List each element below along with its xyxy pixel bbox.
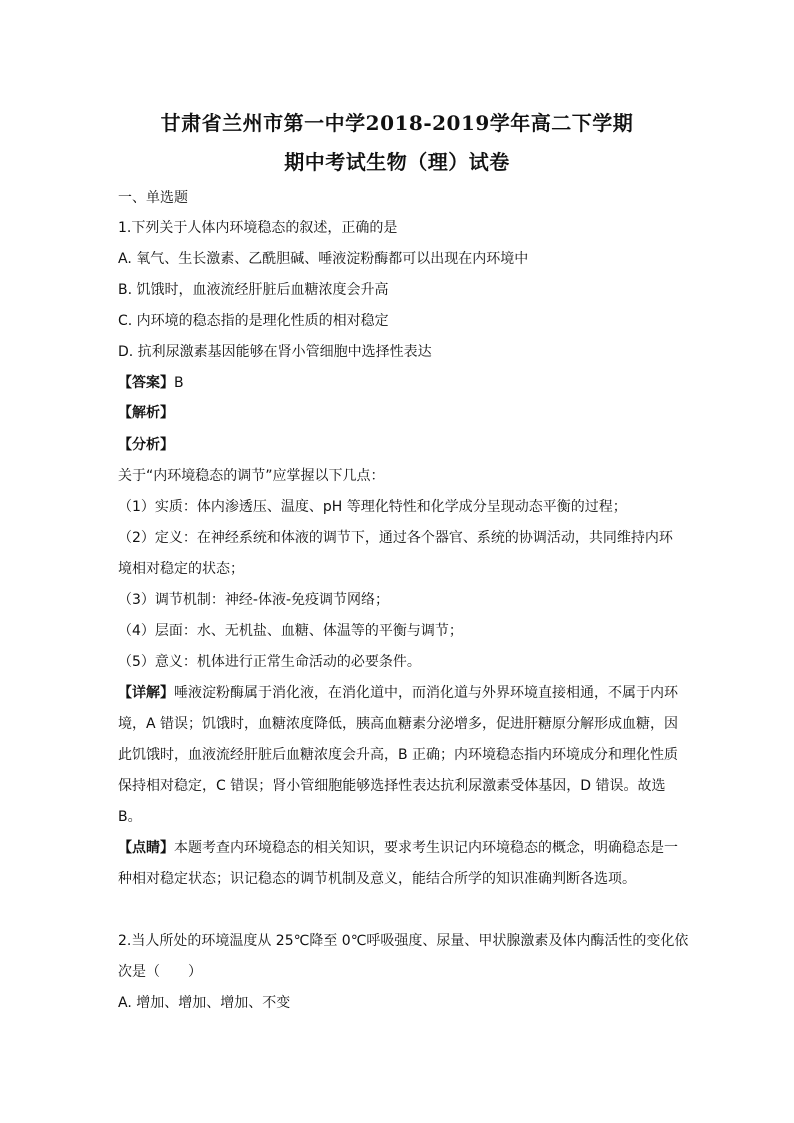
question-1-option-b: B. 饥饿时，血液流经肝脏后血糖浓度会升高 (118, 282, 389, 298)
question-1-option-d: D. 抗利尿激素基因能够在肾小管细胞中选择性表达 (118, 344, 432, 360)
analysis-line: （4）层面：水、无机盐、血糖、体温等的平衡与调节； (118, 623, 463, 639)
comment-label: 【点睛】 (118, 840, 174, 856)
analysis-line: （1）实质：体内渗透压、温度、pH 等理化特性和化学成分呈现动态平衡的过程； (118, 499, 627, 515)
document-title-line1: 甘肃省兰州市第一中学2018-2019学年高二下学期 (160, 111, 634, 135)
question-2-stem-cont: 次是（ ） (118, 964, 202, 980)
detail-line: 保持相对稳定，C 错误；肾小管细胞能够选择性表达抗利尿激素受体基因，D 错误。故选 (118, 778, 666, 794)
analysis-line: （5）意义：机体进行正常生命活动的必要条件。 (118, 654, 421, 670)
comment-line (118, 839, 678, 857)
detail-line: 此饥饿时，血液流经肝脏后血糖浓度会升高，B 正确；内环境稳态指内环境成分和理化性质 (118, 747, 679, 763)
detail-line: B。 (118, 809, 142, 825)
jiexi-label: 【解析】 (118, 405, 174, 421)
analysis-line: 关于“内环境稳态的调节”应掌握以下几点： (118, 468, 385, 484)
comment-line: 种相对稳定状态；识记稳态的调节机制及意义，能结合所学的知识准确判断各选项。 (118, 871, 636, 887)
question-1-stem: 1.下列关于人体内环境稳态的叙述，正确的是 (118, 220, 398, 236)
analysis-line: （3）调节机制：神经-体液-免疫调节网络； (118, 592, 390, 608)
detail-line (118, 684, 678, 702)
answer-value: B (174, 375, 184, 391)
answer-label: 【答案】 (118, 375, 174, 391)
detail-text: 唾液淀粉酶属于消化液，在消化道中，而消化道与外界环境直接相通，不属于内环 (174, 685, 678, 701)
detail-line: 境，A 错误；饥饿时，血糖浓度降低，胰高血糖素分泌增多，促进肝糖原分解形成血糖，因 (118, 716, 679, 732)
document-title-line2: 期中考试生物（理）试卷 (284, 150, 510, 174)
section-heading: 一、单选题 (118, 190, 188, 206)
question-2-stem: 2.当人所处的环境温度从 25℃降至 0℃呼吸强度、尿量、甲状腺激素及体内酶活性的变化依 (118, 933, 689, 949)
analysis-line: （2）定义：在神经系统和体液的调节下，通过各个器官、系统的协调活动，共同维持内环 (118, 530, 673, 546)
question-1-option-c: C. 内环境的稳态指的是理化性质的相对稳定 (118, 313, 389, 329)
fenxi-label: 【分析】 (118, 437, 174, 453)
answer-line (118, 374, 184, 392)
question-2-option-a: A. 增加、增加、增加、不变 (118, 995, 291, 1011)
detail-label: 【详解】 (118, 685, 174, 701)
question-1-option-a: A. 氧气、生长激素、乙酰胆碱、唾液淀粉酶都可以出现在内环境中 (118, 251, 529, 267)
comment-text: 本题考查内环境稳态的相关知识，要求考生识记内环境稳态的概念，明确稳态是一 (174, 840, 678, 856)
analysis-line: 境相对稳定的状态； (118, 561, 244, 577)
